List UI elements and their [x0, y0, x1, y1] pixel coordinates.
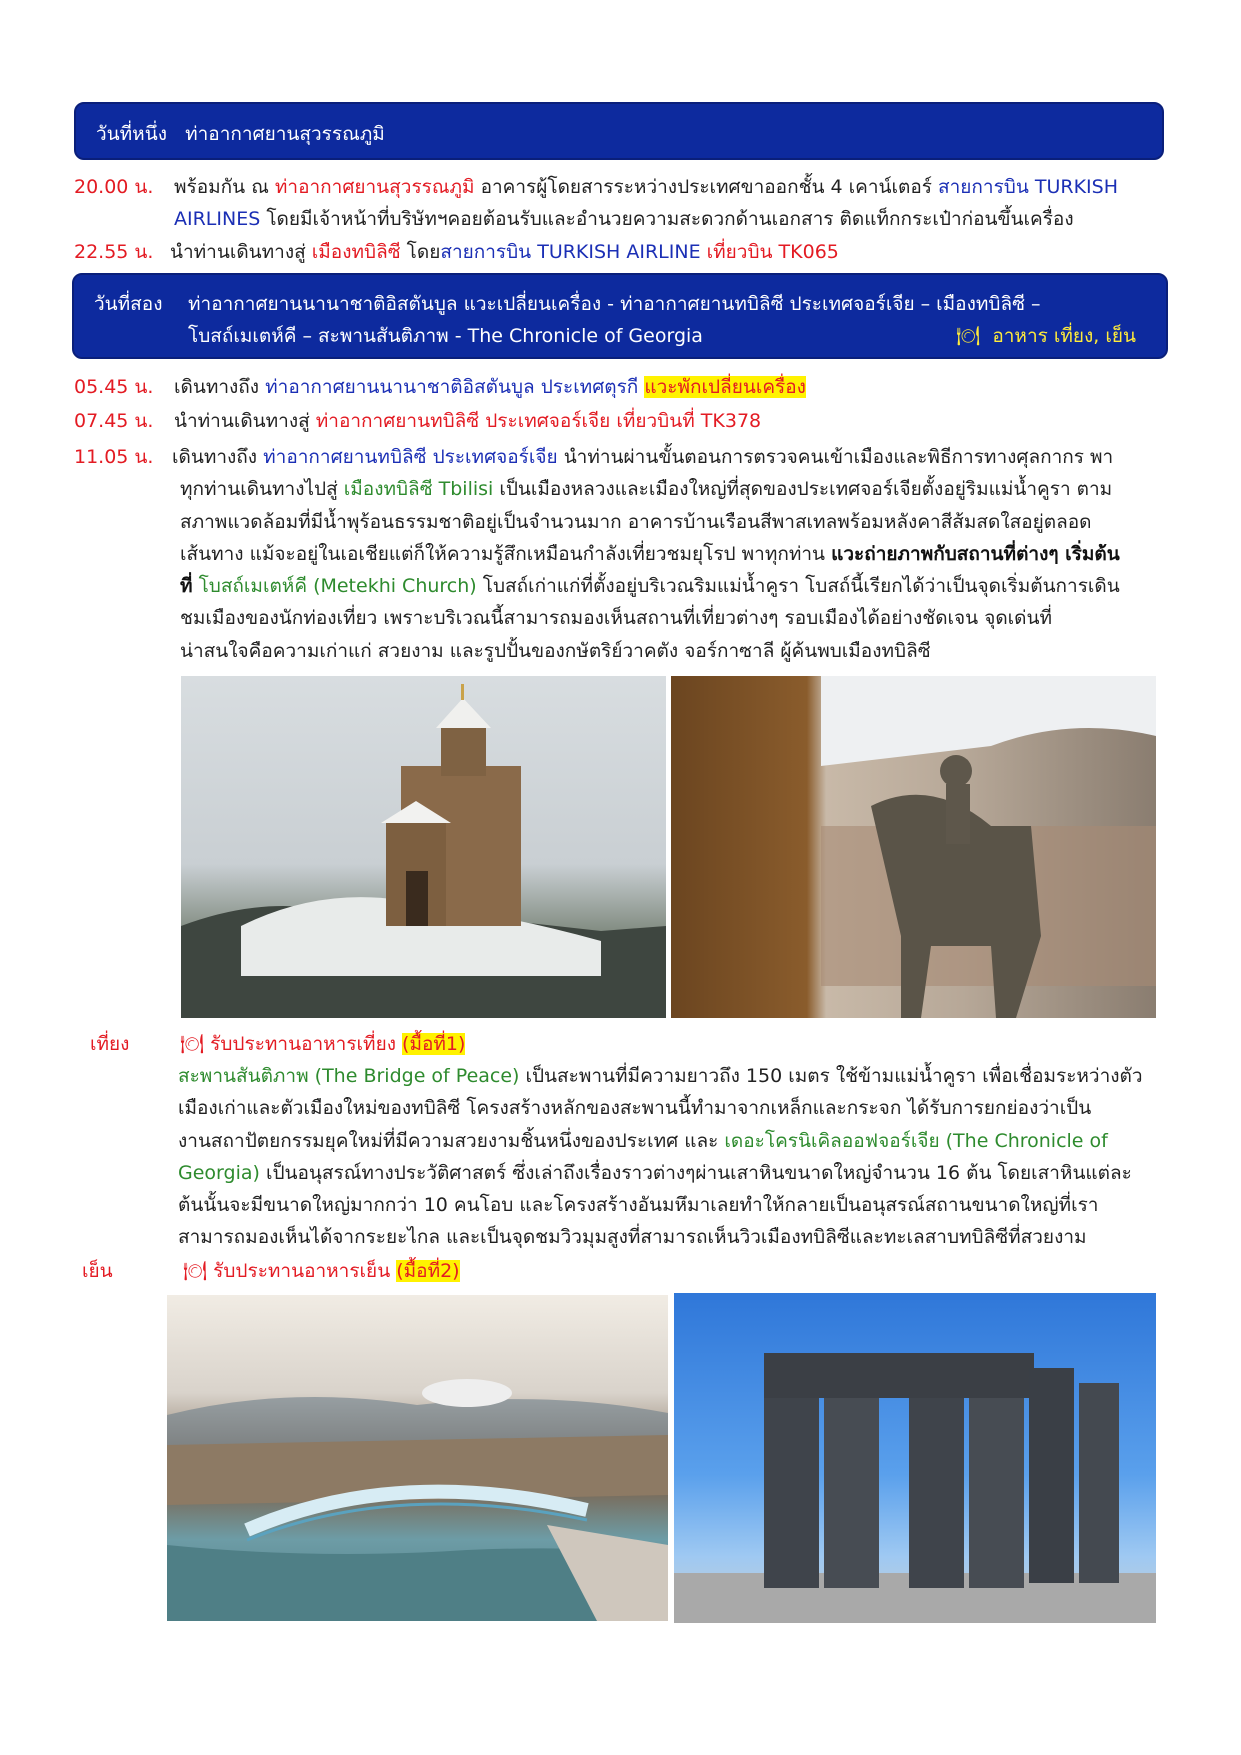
day2-meals: 🍽 อาหาร เที่ยง, เย็น: [956, 325, 1136, 347]
suvarnabhumi-link: ท่าอากาศยานสุวรรณภูมิ: [274, 176, 475, 198]
day1-label: วันที่หนึ่ง: [96, 123, 167, 145]
meal-icon: 🍽: [956, 325, 981, 347]
day1-title: ท่าอากาศยานสุวรรณภูมิ: [185, 123, 385, 145]
time-2255: 22.55 น.: [74, 241, 154, 263]
church-illustration: [181, 676, 666, 1018]
meal-icon: 🍽: [183, 1260, 208, 1282]
day2-banner: [72, 273, 1168, 359]
meal-icon: 🍽: [180, 1033, 205, 1055]
lunch-label: เที่ยง: [90, 1033, 130, 1055]
time-2000: 20.00 น.: [74, 176, 154, 198]
dinner-meal-number: (มื้อที่2): [396, 1260, 460, 1282]
entry-2000-line2: AIRLINES โดยมีเจ้าหน้าที่บริษัทฯคอยต้อนรับและอำนวยความสะดวกด้านเอกสาร ติดแท็กกระเป๋าก่อนขึ้นเครื่อง: [174, 208, 1074, 230]
day2-title-line2: โบสถ์เมเตห์คี – สะพานสันติภาพ - The Chronicle of Georgia: [188, 325, 703, 347]
entry-0745: นำท่านเดินทางสู่ ท่าอากาศยานทบิลิซี ประเทศจอร์เจีย เที่ยวบินที่ TK378: [174, 410, 762, 432]
chronicle-of-georgia-photo: [674, 1293, 1156, 1623]
bridge-illustration: [167, 1295, 668, 1621]
afternoon-paragraph: สะพานสันติภาพ (The Bridge of Peace) เป็นสะพานที่มีความยาวถึง 150 เมตร ใช้ข้ามแม่น้ำคูรา เพื่อเชื่อมระหว่างตัว เมืองเก่าและตัวเมืองใหม่ของทบิลิซี โครงสร้างหลักของสะพานนี้ทำมาจากเหล็กและกระจก ได้รับการยกย่องว่าเป็น งานสถาปัตยกรรมยุคใหม่ที่มีความสวยงามชิ้นหนึ่งของประเทศ และ เดอะโครนิเคิลออฟจอร์เจีย (The Chronicle of Georgia) เป็นอนุสรณ์ทางประวัติศาสตร์ ซึ่งเล่าถึงเรื่องราวต่างๆผ่านเสาหินขนาดใหญ่จำนวน 16 ต้น โดยเสาหินแต่ละ ต้นนั้นจะมีขนาดใหญ่มากกว่า 10 คนโอบ และโครงสร้างอันมหึมาเลยทำให้กลายเป็นอนุสรณ์สถานขนาดใหญ่ที่เรา สามารถมองเห็นได้จากระยะไกล และเป็นจุดชมวิวมุมสูงที่สามารถเห็นวิวเมืองทบิลิซีและทะเลสาบทบิลิซีที่สวยงาม: [178, 1065, 1143, 1249]
day2-label: วันที่สอง: [94, 293, 163, 315]
chronicle-illustration: [674, 1293, 1156, 1623]
bridge-of-peace: สะพานสันติภาพ (The Bridge of Peace): [178, 1065, 520, 1087]
time-0545: 05.45 น.: [74, 376, 154, 398]
lunch-entry: 🍽 รับประทานอาหารเที่ยง (มื้อที่1): [180, 1033, 466, 1055]
dinner-entry: 🍽 รับประทานอาหารเย็น (มื้อที่2): [183, 1260, 460, 1282]
bridge-of-peace-photo: [167, 1295, 668, 1621]
entry-2000-line1: พร้อมกัน ณ ท่าอากาศยานสุวรรณภูมิ อาคารผู้โดยสารระหว่างประเทศขาออกชั้น 4 เคาน์เตอร์ สายการบิน TURKISH: [174, 176, 1118, 198]
time-0745: 07.45 น.: [74, 410, 154, 432]
transit-highlight: แวะพักเปลี่ยนเครื่อง: [644, 376, 806, 398]
chronicle-of-georgia: เดอะโครนิเคิลออฟจอร์เจีย (The Chronicle of: [724, 1129, 1108, 1152]
time-1105: 11.05 น.: [74, 446, 154, 468]
statue-illustration: [671, 676, 1156, 1018]
entry-2255: นำท่านเดินทางสู่ เมืองทบิลิซี โดยสายการบิน TURKISH AIRLINE เที่ยวบิน TK065: [170, 241, 839, 263]
lunch-meal-number: (มื้อที่1): [402, 1033, 466, 1055]
metekhi-church-photo: [181, 676, 666, 1018]
entry-1105-paragraph: เดินทางถึง ท่าอากาศยานทบิลิซี ประเทศจอร์เจีย นำท่านผ่านขั้นตอนการตรวจคนเข้าเมืองและพิธีการทางศุลกากร พา ทุกท่านเดินทางไปสู่ เมืองทบิลิซี Tbilisi เป็นเมืองหลวงและเมืองใหญ่ที่สุดของประเทศจอร์เจียตั้งอยู่ริมแม่น้ำคูรา ตาม สภาพแวดล้อมที่มีน้ำพุร้อนธรรมชาติอยู่เป็นจำนวนมาก อาคารบ้านเรือนสีพาสเทลพร้อมหลังคาสีส้มสดใสอยู่ตลอด เส้นทาง แม้จะอยู่ในเอเชียแต่ก็ให้ความรู้สึกเหมือนกำลังเที่ยวชมยุโรป พาทุกท่าน แวะถ่ายภาพกับสถานที่ต่างๆ เริ่มต้น ที่ โบสถ์เมเตห์คี (Metekhi Church) โบสถ์เก่าแก่ที่ตั้งอยู่บริเวณริมแม่น้ำคูรา โบสถ์นี้เรียกได้ว่าเป็นจุดเริ่มต้นการเดิน ชมเมืองของนักท่องเที่ยว เพราะบริเวณนี้สามารถมองเห็นสถานที่เที่ยวต่างๆ รอบเมืองได้อย่างชัดเจน จุดเด่นที่ น่าสนใจคือความเก่าแก่ สวยงาม และรูปปั้นของกษัตริย์วาคตัง จอร์กาซาลี ผู้ค้นพบเมืองทบิลิซี: [172, 446, 1120, 662]
vakhtang-statue-photo: [671, 676, 1156, 1018]
airline-name: สายการบิน TURKISH: [938, 176, 1118, 198]
entry-0545: เดินทางถึง ท่าอากาศยานนานาชาติอิสตันบูล ประเทศตุรกี แวะพักเปลี่ยนเครื่อง: [174, 376, 806, 398]
metekhi-church: โบสถ์เมเตห์คี (Metekhi Church): [192, 575, 477, 598]
dinner-label: เย็น: [82, 1260, 113, 1282]
day2-title-line1: ท่าอากาศยานนานาชาติอิสตันบูล แวะเปลี่ยนเครื่อง - ท่าอากาศยานทบิลิซี ประเทศจอร์เจีย – เมืองทบิลิซี –: [188, 293, 1041, 315]
day1-banner: [74, 102, 1164, 160]
